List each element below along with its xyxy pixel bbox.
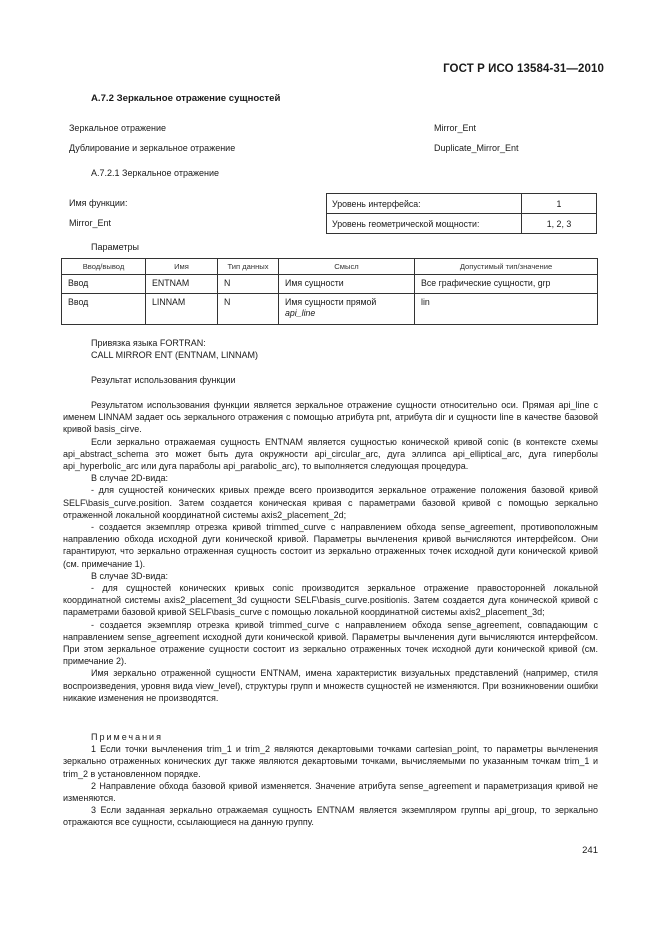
body-paragraph: - создается экземпляр отрезка кривой trimmed_curve с направлением обхода sense_agreement, совпадающим с направлением sense_agreement исходной дуги конической кривой. Параметры вычленения дуги вычисляются интерфейсом. При этом зеркальное отражение сущности состоит из зеркально отраженных точек исходной дуги конической кривой (см. примечание 2). bbox=[63, 619, 598, 667]
cell-io: Ввод bbox=[62, 275, 146, 294]
levels-row bbox=[327, 194, 597, 214]
function-name: Mirror_Ent bbox=[69, 218, 112, 228]
cell-allowed: lin bbox=[415, 294, 598, 325]
col-header: Смысл bbox=[279, 259, 415, 275]
body-paragraph: Если зеркально отражаемая сущность ENTNAM является сущностью конической кривой conic (в контексте схемы api_abstract_schema это может быть дуга окружности api_circular_arc, дуга эллипса api_elliptical_arc, дуга гиперболы api_hyperbolic_arc или дуга параболы api_parabolic_arc), то выполняется следующая процедура. bbox=[63, 436, 598, 472]
body-paragraph: Результатом использования функции является зеркальное отражение сущности относительно оси. Прямая api_line с именем LINNAM задает ось зеркального отражения с помощью атрибута pnt, атрибута dir и сущности line в качестве базовой кривой basis_cirve. bbox=[63, 400, 598, 435]
levels-row bbox=[327, 214, 597, 234]
cell-type: N bbox=[218, 294, 279, 325]
level-label: Уровень интерфейса: bbox=[327, 194, 522, 214]
standard-header: ГОСТ Р ИСО 13584-31—2010 bbox=[443, 63, 604, 75]
fortran-call: CALL MIRROR ENT (ENTNAM, LINNAM) bbox=[91, 350, 259, 360]
table-row bbox=[62, 275, 598, 294]
cell-name: ENTNAM bbox=[146, 275, 218, 294]
params-title: Параметры bbox=[91, 242, 139, 252]
cell-meaning: Имя сущности bbox=[279, 275, 415, 294]
body-paragraph: - для сущностей конических кривых conic производится зеркальное отражение правосторонней локальной координатной системы axis2_placement_3d сущности SELF\basis_curve.positionis. Затем создается дуга конической кривой с параметрами базовой кривой SELF\basis_curve с помощью локальной координатной системы axis2_placement_3d; bbox=[63, 583, 598, 618]
subsection-title: A.7.2.1 Зеркальное отражение bbox=[91, 168, 219, 178]
intro-row2-left: Дублирование и зеркальное отражение bbox=[69, 143, 236, 153]
level-value: 1, 2, 3 bbox=[522, 214, 597, 234]
body-paragraph: - для сущностей конических кривых прежде всего производится зеркальное отражение положения базовой кривой SELF\basis_curve.position. Затем создается коническая кривая с параметрами базовой кривой с помощью зеркально отраженной локальной координатной системы axis2_placement_2d; bbox=[63, 485, 598, 520]
intro-row2-right: Duplicate_Mirror_Ent bbox=[434, 143, 519, 153]
note-item: 2 Направление обхода базовой кривой изменяется. Значение атрибута sense_agreement и параметризация кривой не изменяются. bbox=[63, 780, 598, 804]
body-paragraph: В случае 3D-вида: bbox=[91, 570, 169, 581]
table-row bbox=[62, 294, 598, 325]
section-title: A.7.2 Зеркальное отражение сущностей bbox=[91, 93, 281, 104]
cell-name: LINNAM bbox=[146, 294, 218, 325]
cell-type: N bbox=[218, 275, 279, 294]
col-header: Допустимый тип/значение bbox=[415, 259, 598, 275]
body-paragraph: - создается экземпляр отрезка кривой trimmed_curve с направлением обхода sense_agreement, противоположным направлению обхода исходной дуги конической кривой. Параметры вычленения кривой вычисляются интерфейсом. Они гарантируют, что зеркально отраженная сущность состоит из зеркально отраженных точек исходной дуги конической кривой (см. примечание 1). bbox=[63, 522, 598, 569]
intro-row1-left: Зеркальное отражение bbox=[69, 123, 166, 133]
result-title: Результат использования функции bbox=[91, 375, 236, 385]
cell-allowed: Все графические сущности, grp bbox=[415, 275, 598, 294]
body-paragraph: Имя зеркально отраженной сущности ENTNAM, имена характеристик визуальных представлений (например, стиля воспроизведения, уровня вида view_level), структуры групп и множеств сущностей не изменяются. При возникновении ошибки никакие изменения не производятся. bbox=[63, 668, 598, 703]
level-label: Уровень геометрической мощности: bbox=[327, 214, 522, 234]
result-body bbox=[63, 399, 598, 704]
cell-io: Ввод bbox=[62, 294, 146, 325]
cell-meaning-text: Имя сущности прямой bbox=[285, 297, 377, 307]
params-header-row bbox=[62, 259, 598, 275]
note-item: 1 Если точки вычленения trim_1 и trim_2 являются декартовыми точками cartesian_point, то параметры вычленения зеркально отраженных конических дуг также являются декартовыми точками, вычисляемыми по указанным точкам trim_1 и trim_2 в установленном порядке. bbox=[63, 744, 598, 779]
cell-meaning bbox=[279, 294, 415, 325]
levels-table bbox=[326, 193, 597, 234]
col-header: Тип данных bbox=[218, 259, 279, 275]
notes-title: Примечания bbox=[91, 732, 163, 742]
fortran-label: Привязка языка FORTRAN: bbox=[91, 338, 206, 348]
page-number: 241 bbox=[582, 845, 598, 856]
cell-meaning-entity: api_line bbox=[285, 308, 316, 318]
params-table bbox=[61, 258, 598, 325]
note-item: 3 Если заданная зеркально отражаемая сущность ENTNAM является экземпляром группы api_group, то зеркально отражаются все сущности, ссылающиеся на данную группу. bbox=[63, 805, 598, 828]
notes-block bbox=[63, 731, 598, 829]
body-paragraph: В случае 2D-вида: bbox=[91, 473, 169, 484]
col-header: Ввод/вывод bbox=[62, 259, 146, 275]
col-header: Имя bbox=[146, 259, 218, 275]
intro-row1-right: Mirror_Ent bbox=[434, 123, 477, 133]
level-value: 1 bbox=[522, 194, 597, 214]
function-label: Имя функции: bbox=[69, 198, 128, 208]
